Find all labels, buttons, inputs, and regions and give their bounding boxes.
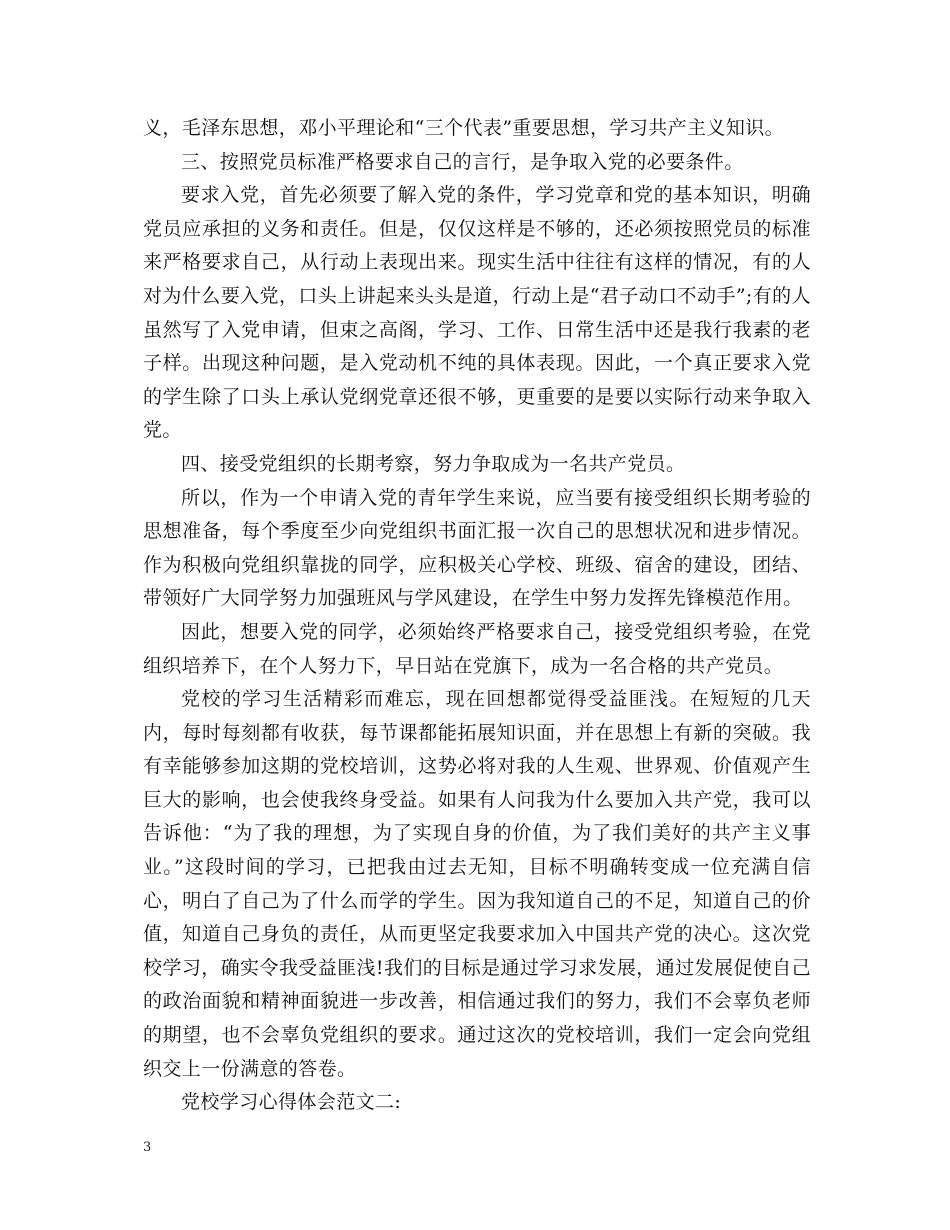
page-number: 3 bbox=[143, 1140, 152, 1155]
paragraph-body: 党校的学习生活精彩而难忘，现在回想都觉得受益匪浅。在短短的几天内，每时每刻都有收获，每节课都能拓展知识面，并在思想上有新的突破。我有幸能够参加这期的党校培训，这势必将对我的人生观、世界观、价值观产生巨大的影响，也会使我终身受益。如果有人问我为什么要加入共产党，我可以告诉他：“为了我的理想，为了实现自身的价值，为了我们美好的共产主义事业。”这段时间的学习，已把我由过去无知，目标不明确转变成一位充满自信心，明白了自己为了什么而学的学生。因为我知道自己的不足，知道自己的价值，知道自己身负的责任，从而更坚定我要求加入中国共产党的决心。这次党校学习，确实令我受益匪浅!我们的目标是通过学习求发展，通过发展促使自己的政治面貌和精神面貌进一步改善，相信通过我们的努力，我们不会辜负老师的期望，也不会辜负党组织的要求。通过这次的党校培训，我们一定会向党组织交上一份满意的答卷。 bbox=[143, 688, 811, 1080]
paragraph-body: 因此，想要入党的同学，必须始终严格要求自己，接受党组织考验，在党组织培养下，在个人努力下，早日站在党旗下，成为一名合格的共产党员。 bbox=[143, 620, 811, 677]
paragraph-body: 要求入党，首先必须要了解入党的条件，学习党章和党的基本知识，明确党员应承担的义务和责任。但是，仅仅这样是不够的，还必须按照党员的标准来严格要求自己，从行动上表现出来。现实生活中往往有这样的情况，有的人对为什么要入党，口头上讲起来头头是道，行动上是“君子动口不动手”;有的人虽然写了入党申请，但束之高阁，学习、工作、日常生活中还是我行我素的老子样。出现这种问题，是入党动机不纯的具体表现。因此，一个真正要求入党的学生除了口头上承认党纲党章还很不够，更重要的是要以实际行动来争取入党。 bbox=[143, 184, 811, 442]
paragraph-section-title: 党校学习心得体会范文二: bbox=[181, 1091, 402, 1114]
document-body bbox=[143, 112, 811, 1120]
paragraph-heading-three: 三、按照党员标准严格要求自己的言行，是争取入党的必要条件。 bbox=[181, 150, 744, 173]
paragraph-body: 所以，作为一个申请入党的青年学生来说，应当要有接受组织长期考验的思想准备，每个季度至少向党组织书面汇报一次自己的思想状况和进步情况。作为积极向党组织靠拢的同学，应积极关心学校、班级、宿舍的建设，团结、带领好广大同学努力加强班风与学风建设，在学生中努力发挥先锋模范作用。 bbox=[143, 486, 811, 610]
paragraph-continuation: 义，毛泽东思想，邓小平理论和“三个代表”重要思想，学习共产主义知识。 bbox=[143, 117, 785, 139]
paragraph-heading-four: 四、接受党组织的长期考察，努力争取成为一名共产党员。 bbox=[181, 452, 686, 475]
